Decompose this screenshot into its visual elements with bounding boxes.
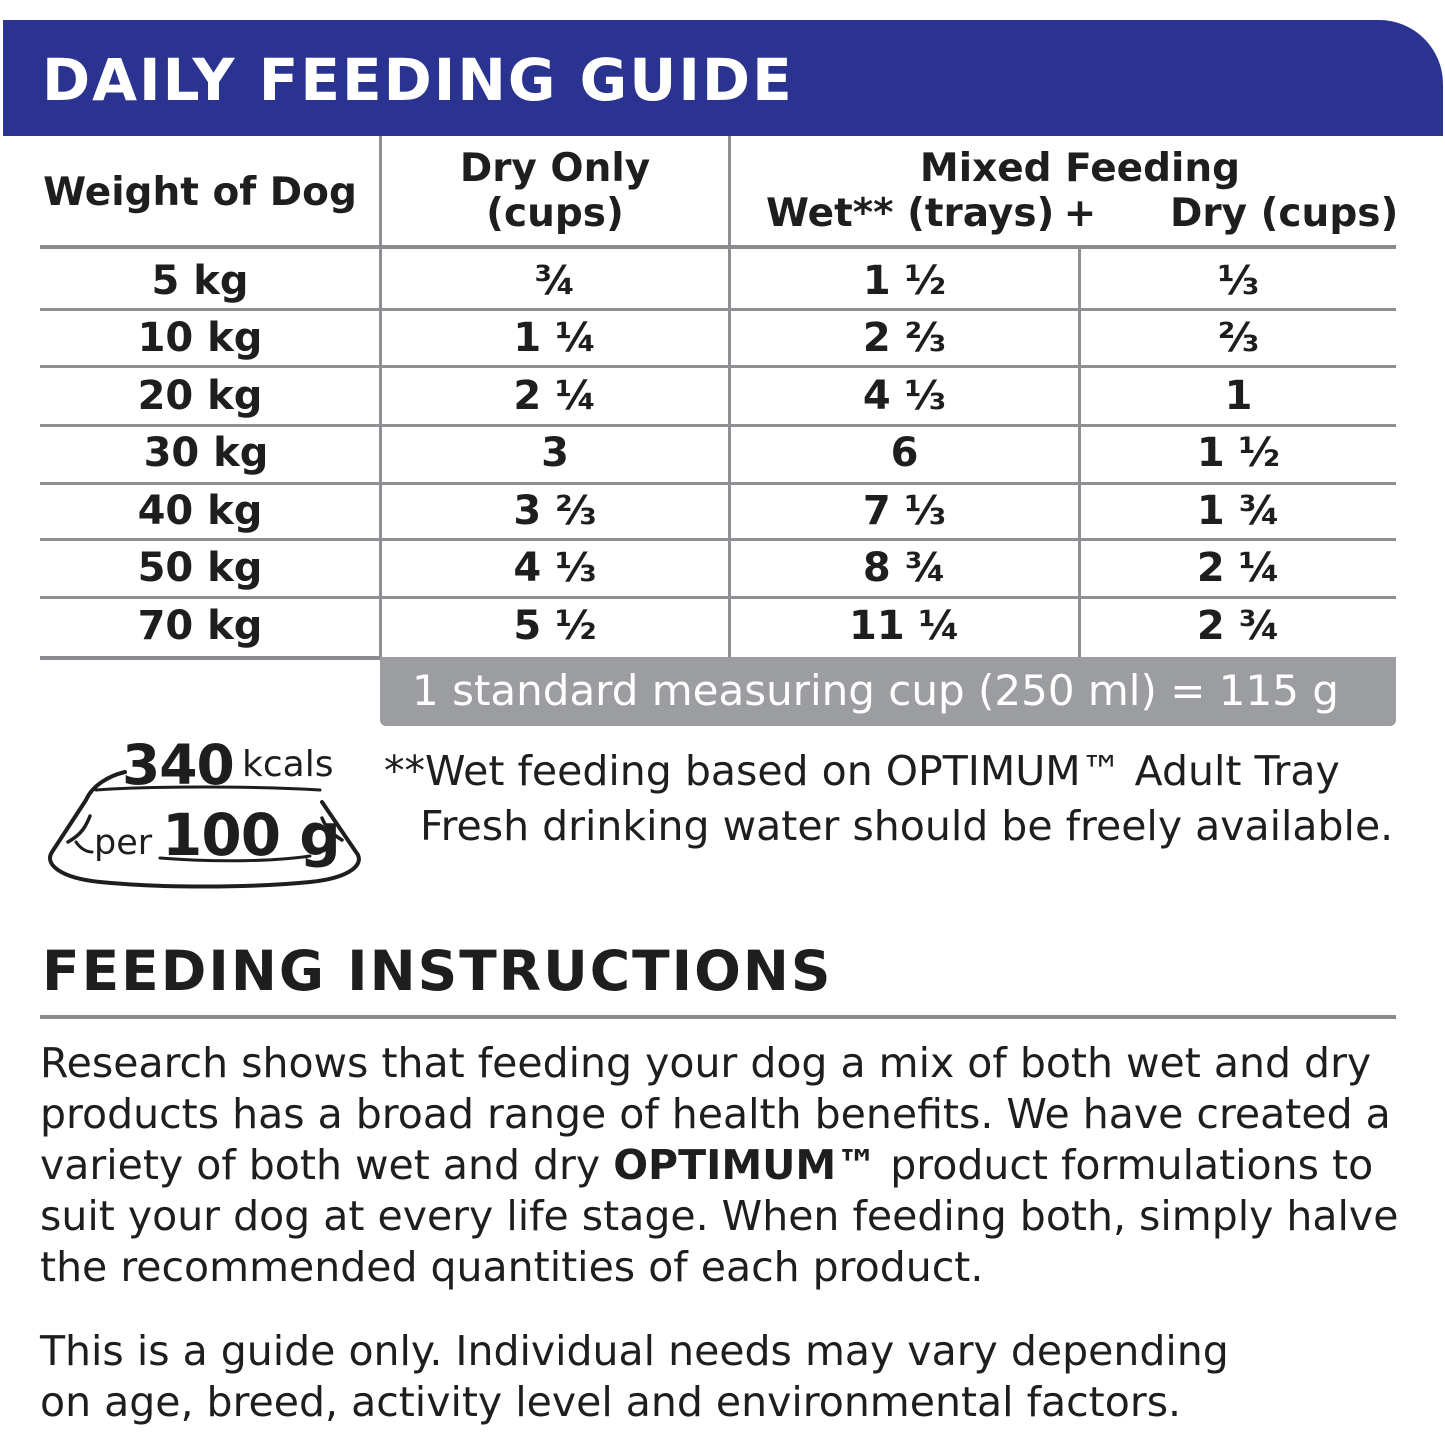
instructions-text: product formulations to suit your dog at every life stage. When feeding both, simply halve the recommended quantities of each product. — [40, 1141, 1399, 1291]
footnote-water: Fresh drinking water should be freely available. — [420, 802, 1394, 850]
section-divider — [40, 1015, 1396, 1019]
kcal-value: 340 — [122, 733, 234, 797]
cell-weight: 50 kg — [137, 545, 263, 591]
row-divider — [40, 482, 1396, 485]
row-divider — [40, 538, 1396, 541]
cell-dry-only: 4 ⅓ — [513, 545, 597, 591]
cell-mixed-wet: 4 ⅓ — [862, 373, 947, 419]
cell-mixed-dry: ⅓ — [1217, 258, 1260, 304]
cell-mixed-dry: ⅔ — [1217, 315, 1260, 361]
cell-weight: 40 kg — [137, 488, 263, 534]
table-bottom-rule — [40, 656, 380, 660]
column-header-dry-only-line1: Dry Only — [459, 146, 651, 191]
column-header-mixed-feeding: Mixed Feeding — [919, 146, 1241, 191]
instructions-text: Research shows that feeding your dog a mix of both wet and dry products has a broad range of health benefits. We have created a variety of both wet and dry — [40, 1039, 1391, 1189]
cell-weight: 30 kg — [143, 430, 269, 476]
cell-dry-only: ¾ — [534, 258, 576, 304]
cup-measure-note: 1 standard measuring cup (250 ml) = 115 g — [412, 666, 1339, 715]
cell-mixed-dry: 2 ¼ — [1196, 545, 1281, 591]
brand-name: OPTIMUM™ — [613, 1141, 878, 1189]
column-header-mixed-dry: Dry (cups) — [1170, 191, 1399, 236]
cell-mixed-wet: 1 ½ — [862, 258, 947, 304]
kcal-unit: kcals — [242, 744, 334, 785]
column-header-dry-only-line2: (cups) — [486, 191, 624, 236]
cell-mixed-wet: 2 ⅔ — [862, 315, 947, 361]
row-divider — [40, 596, 1396, 599]
header-divider — [40, 245, 1396, 249]
per-label: per — [94, 823, 153, 863]
cell-dry-only: 3 ⅔ — [513, 488, 597, 534]
cell-mixed-dry: 1 ½ — [1196, 430, 1281, 476]
cell-dry-only: 3 — [541, 430, 569, 476]
cell-mixed-wet: 7 ⅓ — [862, 488, 947, 534]
section-title: FEEDING INSTRUCTIONS — [42, 939, 833, 1003]
cell-mixed-wet: 8 ¾ — [862, 545, 947, 591]
column-header-weight: Weight of Dog — [43, 170, 357, 215]
cell-weight: 20 kg — [137, 373, 263, 419]
cell-mixed-dry: 2 ¾ — [1196, 603, 1281, 649]
column-header-mixed-wet: Wet** (trays) — [766, 191, 1055, 236]
page-title: DAILY FEEDING GUIDE — [42, 46, 794, 114]
cell-mixed-dry: 1 — [1224, 373, 1253, 419]
row-divider — [40, 424, 1396, 427]
cell-mixed-wet: 6 — [890, 430, 919, 476]
cell-weight: 5 kg — [151, 258, 249, 304]
cell-weight: 10 kg — [137, 315, 263, 361]
column-header-mixed-plus: + — [1063, 191, 1097, 236]
cell-dry-only: 1 ¼ — [513, 315, 597, 361]
footnote-wet-basis: **Wet feeding based on OPTIMUM™ Adult Tray — [384, 747, 1340, 795]
cell-mixed-wet: 11 ¼ — [849, 603, 960, 649]
cell-dry-only: 5 ½ — [513, 603, 597, 649]
row-divider — [40, 308, 1396, 311]
row-divider — [40, 365, 1396, 368]
cell-dry-only: 2 ¼ — [513, 373, 597, 419]
instructions-paragraph — [40, 1038, 1400, 1293]
cell-weight: 70 kg — [137, 603, 263, 649]
per-amount: 100 g — [162, 801, 340, 869]
cell-mixed-dry: 1 ¾ — [1196, 488, 1281, 534]
guide-disclaimer: This is a guide only. Individual needs may vary depending on age, breed, activity level and environmental factors. — [40, 1327, 1229, 1426]
